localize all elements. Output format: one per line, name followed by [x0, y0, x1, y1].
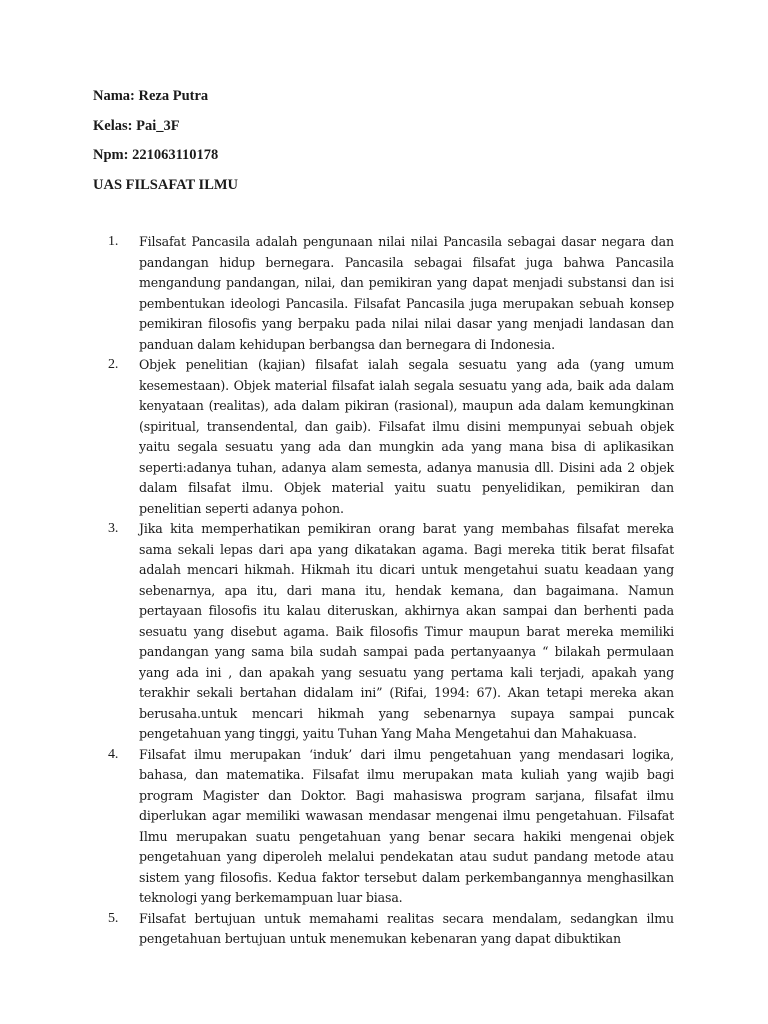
answers-section	[108, 232, 674, 950]
list-item-number: 1.	[108, 234, 119, 249]
list-item-text: Filsafat ilmu merupakan ‘induk’ dari ilmu pengetahuan yang mendasari logika, bahasa, dan matematika. Filsafat ilmu merupakan mata kuliah yang wajib bagi program Magister dan Doktor. Bagi mahasiswa program sarjana, filsafat ilmu diperlukan agar memiliki wawasan mendasar mengenai ilmu pengetahuan. Filsafat Ilmu merupakan suatu pengetahuan yang benar secara hakiki mengenai objek pengetahuan yang diperoleh melalui pendekatan atau sudut pandang metode atau sistem yang filosofis. Kedua faktor tersebut dalam perkembangannya menghasilkan teknologi yang berkemampuan luar biasa.	[139, 746, 674, 905]
student-class: Kelas: Pai_3F	[93, 117, 180, 134]
list-item	[108, 745, 674, 909]
list-item-number: 4.	[108, 746, 119, 762]
student-name: Nama: Reza Putra	[93, 88, 209, 104]
exam-title: UAS FILSAFAT ILMU	[93, 176, 239, 193]
list-item	[108, 232, 674, 355]
list-item-text: Jika kita memperhatikan pemikiran orang barat yang membahas filsafat mereka sama sekali lepas dari apa yang dikatakan agama. Bagi mereka titik berat filsafat adalah mencari hikmah. Hikmah itu dicari untuk mengetahui suatu keadaan yang sebenarnya, apa itu, dari mana itu, hendak kemana, dan bagaimana. Namun pertayaan filosofis itu kalau diteruskan, akhirnya akan sampai dan berhenti pada sesuatu yang disebut agama. Baik filosofis Timur maupun barat mereka memiliki pandangan yang sama bila sudah sampai pada pertanyaanya “ bilakah permulaan yang ada ini , dan apakah yang sesuatu yang pertama kali terjadi, apakah yang terakhir sekali bertahan didalam ini” (Rifai, 1994: 67). Akan tetapi mereka akan berusaha.untuk mencari hikmah yang sebenarnya supaya sampai puncak pengetahuan yang tinggi, yaitu Tuhan Yang Maha Mengetahui dan Mahakuasa.	[139, 521, 674, 741]
list-item	[108, 519, 674, 745]
student-header	[93, 86, 673, 204]
list-item-text: Filsafat Pancasila adalah pengunaan nilai nilai Pancasila sebagai dasar negara dan pandangan hidup bernegara. Pancasila sebagai filsafat juga bahwa Pancasila mengandung pandangan, nilai, dan pemikiran yang dapat menjadi substansi dan isi pembentukan ideologi Pancasila. Filsafat Pancasila juga merupakan sebuah konsep pemikiran filosofis yang berpaku pada nilai nilai dasar yang menjadi landasan dan panduan dalam kehidupan berbangsa dan bernegara di Indonesia.	[139, 234, 674, 352]
list-item	[108, 909, 674, 950]
list-item-number: 3.	[108, 521, 119, 536]
list-item	[108, 355, 674, 519]
list-item-number: 2.	[108, 357, 119, 372]
list-item-text: Objek penelitian (kajian) filsafat ialah segala sesuatu yang ada (yang umum kesemestaan). Objek material filsafat ialah segala sesuatu yang ada, baik ada dalam kenyataan (realitas), ada dalam pikiran (rasional), maupun ada dalam kemungkinan (spiritual, transendental, dan gaib). Filsafat ilmu disini mempunyai sebuah objek yaitu segala sesuatu yang ada dan mungkin ada yang mana bisa di aplikasikan seperti:adanya tuhan, adanya alam semesta, adanya manusia dll. Disini ada 2 objek dalam filsafat ilmu. Objek material yaitu suatu penyelidikan, pemikiran dan penelitian seperti adanya pohon.	[139, 357, 674, 516]
student-npm: Npm: 221063110178	[93, 147, 219, 163]
answers-list	[108, 232, 674, 950]
list-item-number: 5.	[108, 910, 119, 926]
list-item-text: Filsafat bertujuan untuk memahami realitas secara mendalam, sedangkan ilmu pengetahuan bertujuan untuk menemukan kebenaran yang dapat dibuktikan	[139, 910, 674, 946]
